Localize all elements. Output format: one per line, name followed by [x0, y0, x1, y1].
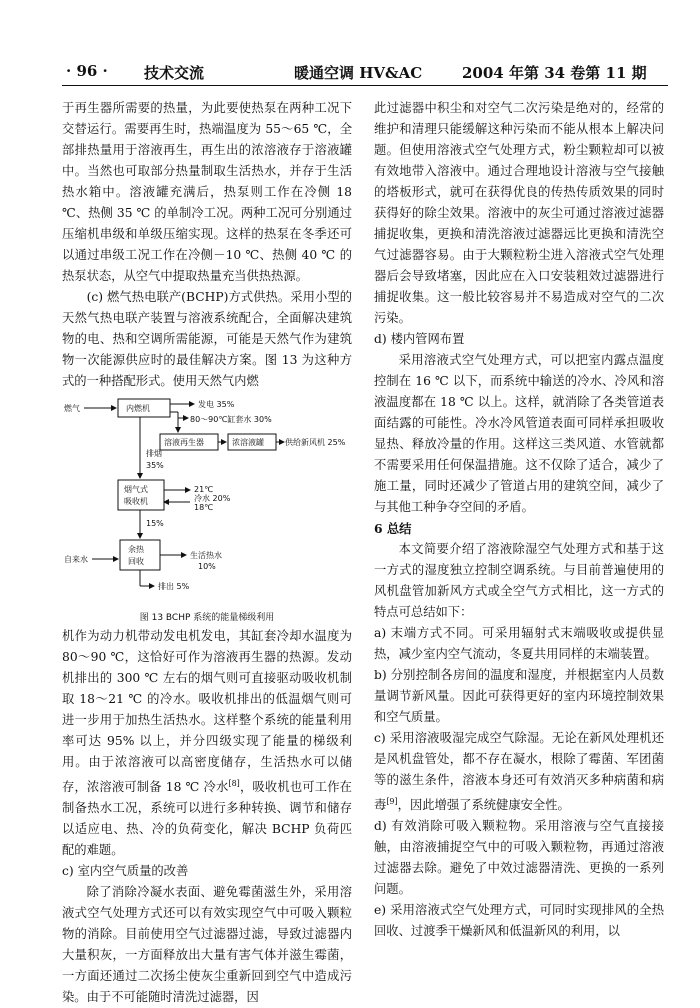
label-regenerator: 溶液再生器 [164, 438, 204, 447]
section-heading: 6 总结 [374, 521, 412, 536]
text: 机作为动力机带动发电机发电，其缸套冷却水温度为 80～90 ℃，这恰好可作为溶液再生器的热源。发动机排出的 300 ℃ 左右的烟气则可直接驱动吸收机制取 18～21 ℃ 的冷水。吸收机排出的低温烟气则可进一步用于加热生活热水。这样整个系统的能量利用率可达 95% 以上，并分四级实现了能量的梯级利用。由于浓溶液可以高密度储存，生活热水可以储存，浓溶液可制备 18 ℃ 冷水 [62, 629, 352, 795]
label-heat-2: 回收 [128, 557, 144, 566]
label-tank: 浓溶液罐 [232, 438, 264, 447]
label-heat-1: 余热 [128, 545, 144, 554]
left-column [62, 98, 352, 1008]
citation: [8] [228, 779, 240, 788]
label-hot-water: 生活热水 [190, 551, 222, 560]
label-absorber-1: 烟气式 [124, 485, 148, 494]
page-header [62, 58, 668, 84]
figure-13 [62, 398, 352, 626]
list-item: e) 采用溶液式空气处理方式，可同时实现排风的全热回收、过渡季干燥新风和低温新风的利用，以 [374, 903, 664, 939]
label-fresh-air: 供给新风机 25% [285, 438, 346, 447]
label-gas: 燃气 [64, 404, 80, 413]
paragraph: 于再生器所需要的热量，为此要使热泵在两种工况下交替运行。需要再生时，热端温度为 55～65 ℃，全部排热量用于溶液再生，再生出的浓溶液存于溶液罐中。当然也可取部分热量制取生活热水，并存于生活热水箱中。溶液罐充满后，热泵则工作在冷侧 18 ℃、热侧 35 ℃ 的单制冷工况。两种工况可分别通过压缩机串级和单级压缩实现。这样的热泵在冬季还可以通过串级工况工作在冷侧－10 ℃、热侧 40 ℃ 的热泵状态，从空气中提取热量充当供热热源。 [62, 101, 352, 283]
label-15-pct: 15% [146, 519, 164, 528]
label-power: 发电 35% [198, 400, 235, 409]
paragraph: (c) 燃气热电联产(BCHP)方式供热。采用小型的天然气热电联产装置与溶液系统配合，全面解决建筑物的电、热和空调所需能源，可能是天然气作为建筑物一次能源供应时的最佳解决方案。图 13 为这种方式的一种搭配形式。使用天然气内燃 [62, 290, 352, 388]
text: ，吸收机也可工作在制备热水工况，系统可以进行多种转换、调节和储存以适应电、热、冷的负荷变化，解决 BCHP 负荷匹配的难题。 [62, 780, 352, 858]
paragraph [62, 626, 352, 861]
label-absorber-2: 吸收机 [124, 497, 148, 506]
list-item: d) 有效消除可吸入颗粒物。采用溶液与空气直接接触，由溶液捕捉空气中的可吸入颗粒物，再通过溶液过滤器去除。避免了中效过滤器清洗、更换的一系列问题。 [374, 819, 664, 897]
list-item [374, 728, 664, 816]
label-smoke: 排烟 [146, 449, 162, 458]
paragraph: 采用溶液式空气处理方式，可以把室内露点温度控制在 16 ℃ 以下，而系统中输送的冷水、冷风和溶液温度都在 18 ℃ 以上。这样，就消除了各类管道表面结露的可能性。冷水冷风管道表面可同样承担吸收显热、释放冷量的作用。这样这三类风道、水管就都不需要采用任何保温措施。这不仅除了适合，减少了施工量，同时还减少了管道占用的建筑空间，减少了与其他工种争夺空间的矛盾。 [374, 353, 664, 514]
text: c) 采用溶液吸湿完成空气除湿。无论在新风处理机还是风机盘管处，都不存在凝水，根除了霉菌、军团菌等的滋生条件，溶液本身还可有效消灭多种病菌和病毒 [374, 731, 664, 813]
journal-issue: 2004 年第 34 卷第 11 期 [462, 64, 647, 82]
citation: [9] [386, 797, 398, 806]
label-tap-water: 自来水 [64, 555, 88, 564]
figure-caption: 图 13 BCHP 系统的能量梯级利用 [139, 613, 275, 623]
subsection-heading: d) 楼内管网布置 [374, 332, 465, 346]
label-exhaust: 排出 5% [158, 582, 190, 591]
list-item: a) 末端方式不同。可采用辐射式末端吸收或提供显热，减少室内空气流动，冬夏共用同样的末端装置。 [374, 626, 664, 661]
label-engine: 内燃机 [126, 404, 150, 413]
section-name: 技术交流 [144, 64, 205, 82]
label-chilled-18: 18℃ [194, 503, 214, 512]
subsection-heading: c) 室内空气质量的改善 [62, 864, 189, 879]
label-chilled-21: 21℃ [194, 485, 214, 494]
header-rule [62, 85, 668, 86]
label-jacket: 80～90℃缸套水 30% [190, 415, 272, 424]
label-hot-water-pct: 10% [198, 562, 216, 571]
journal-name: 暖通空调 HV&AC [294, 64, 423, 82]
paragraph: 此过滤器中积尘和对空气二次污染是绝对的，经常的维护和清理只能缓解这种污染而不能从根本上解决问题。但使用溶液式空气处理方式，粉尘颗粒却可以被有效地带入溶液中。通过合理地设计溶液与空气接触的塔板形式，就可在获得优良的传热传质效果的同时获得好的除尘效果。溶液中的灰尘可通过溶液过滤器捕捉收集，更换和清洗溶液过滤器远比更换和清洗空气过滤器容易。由于大颗粒粉尘进入溶液式空气处理器后会导致堵塞，因此应在入口安装粗效过滤器进行捕捉收集。这一般比较容易并不易造成对空气的二次污染。 [374, 101, 664, 325]
label-chilled-water: 冷水 20% [194, 494, 231, 503]
list-item: b) 分别控制各房间的温度和湿度，并根据室内人员数量调节新风量。因此可获得更好的室内环境控制效果和空气质量。 [374, 668, 664, 724]
right-column [374, 98, 664, 942]
page-number: · 96 · [66, 62, 108, 80]
paragraph: 本文简要介绍了溶液除湿空气处理方式和基于这一方式的湿度独立控制空调系统。与目前普遍使用的风机盘管加新风方式或全空气方式相比，这一方式的特点可总结如下： [374, 542, 664, 619]
label-smoke-pct: 35% [146, 461, 164, 470]
text: ，因此增强了系统健康安全性。 [397, 798, 570, 813]
paragraph: 除了消除冷凝水表面、避免霉菌滋生外，采用溶液式空气处理方式还可以有效实现空气中可吸入颗粒物的消除。目前使用空气过滤器过滤，导致过滤器内大量积灰，一方面释放出大量有害气体并滋生霉菌，一方面还通过二次扬尘使灰尘重新回到空气中造成污染。由于不可能随时清洗过滤器，因 [62, 885, 352, 1005]
bchp-flow-diagram [62, 398, 352, 606]
